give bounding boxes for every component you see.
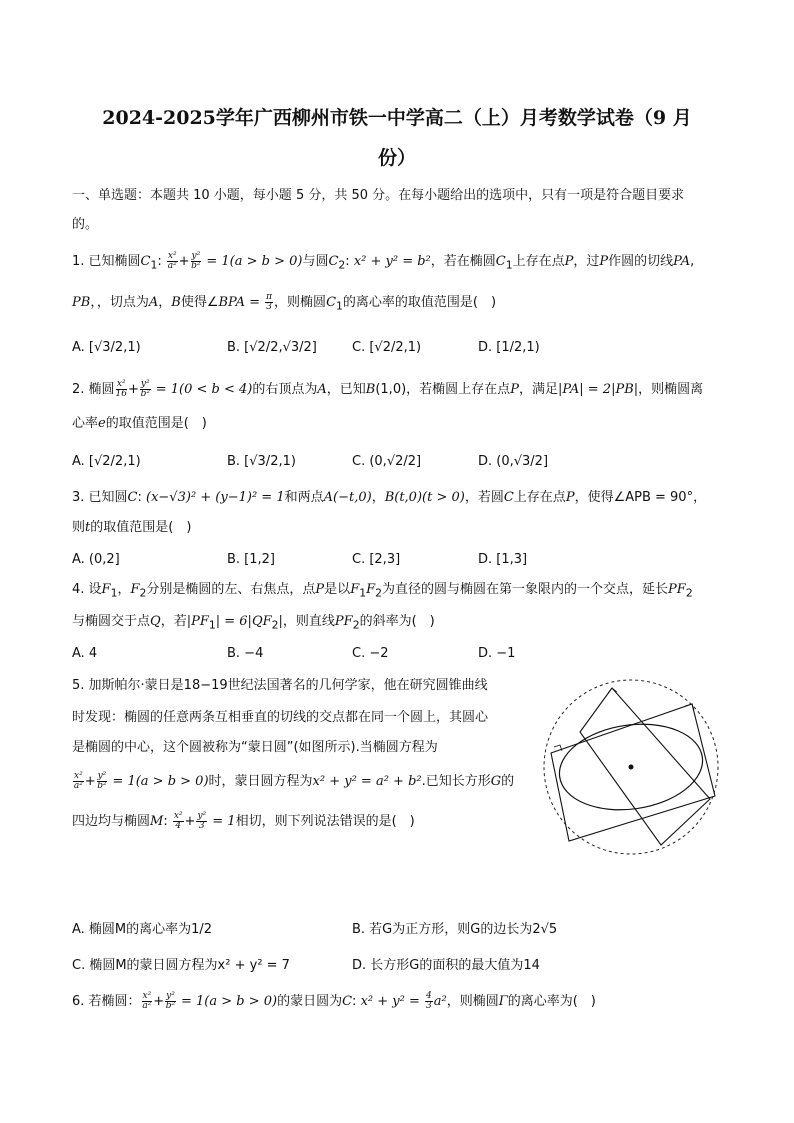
- q2-text: 的取值范围是( ): [105, 416, 207, 431]
- q5-text: 四边均与椭圆: [72, 814, 151, 829]
- exam-title-line1: 2024-2025学年广西柳州市铁一中学高二（上）月考数学试卷（9 月: [102, 107, 692, 129]
- q3-text: 3. 已知圆: [72, 490, 128, 505]
- fraction: $\frac{\text{x²}}{\text{a²}}$: [142, 991, 152, 1011]
- q4-option-b: B. −4: [227, 646, 264, 661]
- q1-text: 作圆的切线: [608, 254, 674, 269]
- q5-option-b: B. 若G为正方形，则G的边长为2√5: [352, 922, 558, 937]
- q4-text: 为直径的圆与椭圆在第一象限内的一个交点，延长: [382, 582, 669, 597]
- q5-option-d: D. 长方形G的面积的最大值为14: [352, 958, 540, 973]
- q1-option-b: B. [√2/2,√3/2]: [227, 340, 317, 355]
- question-1-line2: PB，，切点为A，B使得∠BPA = $\frac{\pi}{3}$ ，则椭圆$C_1$的离心率的取值范围是( ): [72, 292, 497, 313]
- question-5-line1: 5. 加斯帕尔·蒙日是18−19世纪法国著名的几何学家，他在研究圆锥曲线: [72, 678, 488, 693]
- q1-text: ，则椭圆: [274, 295, 327, 310]
- q5-text: 时，蒙日圆方程为: [208, 774, 313, 789]
- tangent-rectangle-1: [551, 704, 715, 841]
- q1-text: ，过: [573, 254, 600, 269]
- q4-text: 分别是椭圆的左、右焦点，点: [146, 582, 316, 597]
- q2-text: ，满足: [518, 382, 558, 397]
- q3-text: 则: [72, 520, 86, 535]
- q4-option-d: D. −1: [478, 646, 516, 661]
- q1-option-c: C. [√2/2,1): [352, 340, 422, 355]
- question-5-line5: 四边均与椭圆M: $\frac{\text{x²}}{4}$ + $\frac{\text{y²}}{3}$ = 1相切，则下列说法错误的是( ): [72, 811, 415, 831]
- fraction: $\frac{\text{x²}}{4}$: [173, 811, 183, 831]
- q1-text: 使得∠: [180, 295, 219, 310]
- q4-option-a: A. 4: [72, 646, 98, 661]
- q3-option-b: B. [1,2]: [227, 552, 276, 567]
- q5-option-a: A. 椭圆M的离心率为1/2: [72, 922, 213, 937]
- fraction: $\frac{\text{y²}}{\text{b²}}$: [140, 379, 150, 399]
- monge-circle-figure: [540, 678, 722, 856]
- q2-text: 2. 椭圆: [72, 382, 115, 397]
- q4-text: ，则直线: [282, 614, 335, 629]
- q6-text: 的蒙日圆为: [277, 994, 343, 1009]
- fraction: $\frac{\text{y²}}{3}$: [197, 811, 207, 831]
- fraction: $\frac{\text{x²}}{16}$: [115, 379, 127, 399]
- q1-option-d: D. [1/2,1): [478, 340, 540, 355]
- q2-text: ，若椭圆上存在点: [406, 382, 511, 397]
- question-5-line4: $\frac{\text{x²}}{\text{a²}}$ + $\frac{\text{y²}}{\text{b²}}$ = 1(a > b > 0)时，蒙日圆方程为x² + y² = a² + b².已知长方形G的: [73, 771, 515, 791]
- q1-text: ，若在椭圆: [430, 254, 496, 269]
- question-3-line2: 则t的取值范围是( ): [72, 520, 192, 535]
- q1-text: ，切点为: [96, 295, 149, 310]
- fraction: $\frac{\text{y²}}{\text{b²}}$: [97, 771, 107, 791]
- question-1-line1: 1. 已知椭圆$C_1$: $\frac{\text{x²}}{\text{a²}}$ + $\frac{\text{y²}}{\text{b²}}$ = 1(a > b > 0)与圆$C_2$: x² + y² = b²，若在椭圆$C_1$上存在点P，过P作圆的切线PA,: [72, 251, 695, 272]
- fraction: $\frac{4}{3}$: [425, 991, 432, 1011]
- q5-text: 的: [501, 774, 515, 789]
- question-2-line2: 心率e的取值范围是( ): [72, 416, 207, 431]
- q2-text: ，则椭圆离: [638, 382, 704, 397]
- section-header-line1: 一、单选题：本题共 10 小题，每小题 5 分，共 50 分。在每小题给出的选项中，只有一项是符合题目要求: [72, 188, 685, 203]
- q3-option-d: D. [1,3]: [478, 552, 528, 567]
- q2-option-a: A. [√2/2,1): [72, 454, 141, 469]
- q6-text: 的离心率为( ): [507, 994, 596, 1009]
- q3-text: ，使得∠APB = 90°，: [574, 490, 707, 505]
- q3-text: ，若圆: [464, 490, 504, 505]
- fraction: $\frac{\text{x²}}{\text{a²}}$: [73, 771, 83, 791]
- question-5-line2: 时发现：椭圆的任意两条互相垂直的切线的交点都在同一个圆上，其圆心: [72, 710, 489, 725]
- q6-text: ，则椭圆: [446, 994, 499, 1009]
- q2-option-b: B. [√3/2,1): [227, 454, 296, 469]
- q2-option-c: C. (0,√2/2]: [352, 454, 422, 469]
- q1-option-a: A. [√3/2,1): [72, 340, 141, 355]
- q4-option-c: C. −2: [352, 646, 389, 661]
- question-2-line1: 2. 椭圆 $\frac{\text{x²}}{16}$ + $\frac{\text{y²}}{\text{b²}}$ = 1(0 < b < 4)的右顶点为A，已知B(1,0)，若椭圆上存在点P，满足|PA| = 2|PB|，则椭圆离: [72, 379, 704, 399]
- q2-text: 心率: [72, 416, 99, 431]
- exam-title-line2: 份）: [377, 147, 416, 169]
- question-4-line1: 4. 设$F_1$，$F_2$分别是椭圆的左、右焦点，点P是以$F_1F_2$为直径的圆与椭圆在第一象限内的一个交点，延长$PF_2$: [72, 582, 693, 600]
- q1-text: 的离心率的取值范围是( ): [342, 295, 497, 310]
- fraction: $\frac{\text{y²}}{\text{b²}}$: [191, 251, 201, 271]
- center-point: [629, 765, 634, 770]
- fraction: $\frac{\pi}{3}$: [266, 292, 273, 312]
- q3-text: 和两点: [284, 490, 324, 505]
- q4-text: 与椭圆交于点: [72, 614, 151, 629]
- question-6-line1: 6. 若椭圆： $\frac{\text{x²}}{\text{a²}}$ + $\frac{\text{y²}}{\text{b²}}$ = 1(a > b > 0)的蒙日圆为C: x² + y² = $\frac{4}{3}$ a²，则椭圆Γ的离心率为( ): [72, 991, 596, 1011]
- q6-text: 6. 若椭圆：: [72, 994, 141, 1009]
- q4-text: ，若: [160, 614, 187, 629]
- q1-text: 与圆: [302, 254, 329, 269]
- q2-option-d: D. (0,√3/2]: [478, 454, 549, 469]
- q5-option-c: C. 椭圆M的蒙日圆方程为x² + y² = 7: [72, 958, 290, 973]
- q3-text: 的取值范围是( ): [90, 520, 192, 535]
- q2-text: ，已知: [326, 382, 366, 397]
- q3-option-a: A. (0,2]: [72, 552, 120, 567]
- q5-text: .已知长方形: [421, 774, 491, 789]
- question-4-line2: 与椭圆交于点Q，若$|PF_1| = 6|QF_2|$，则直线$PF_2$的斜率为( ): [72, 614, 435, 632]
- q3-text: 上存在点: [513, 490, 566, 505]
- question-5-line3: 是椭圆的中心，这个圆被称为“蒙日圆”(如图所示).当椭圆方程为: [72, 740, 438, 755]
- q4-text: 4. 设: [72, 582, 102, 597]
- q4-text: 的斜率为( ): [359, 614, 435, 629]
- q2-text: 的右顶点为: [252, 382, 318, 397]
- fraction: $\frac{\text{y²}}{\text{b²}}$: [165, 991, 176, 1011]
- q1-text: 1. 已知椭圆: [72, 254, 141, 269]
- q1-text: 上存在点: [512, 254, 565, 269]
- q4-text: 是以: [324, 582, 351, 597]
- fraction: $\frac{\text{x²}}{\text{a²}}$: [167, 251, 177, 271]
- section-header-line2: 的。: [72, 217, 99, 232]
- q5-text: 相切，则下列说法错误的是( ): [235, 814, 415, 829]
- right-angle-mark: [685, 704, 694, 710]
- question-3-line1: 3. 已知圆C: (x−√3)² + (y−1)² = 1和两点A(−t,0)，B(t,0)(t > 0)，若圆C上存在点P，使得∠APB = 90°，: [72, 490, 707, 505]
- q3-option-c: C. [2,3]: [352, 552, 401, 567]
- tangent-rectangle-2: [580, 688, 710, 845]
